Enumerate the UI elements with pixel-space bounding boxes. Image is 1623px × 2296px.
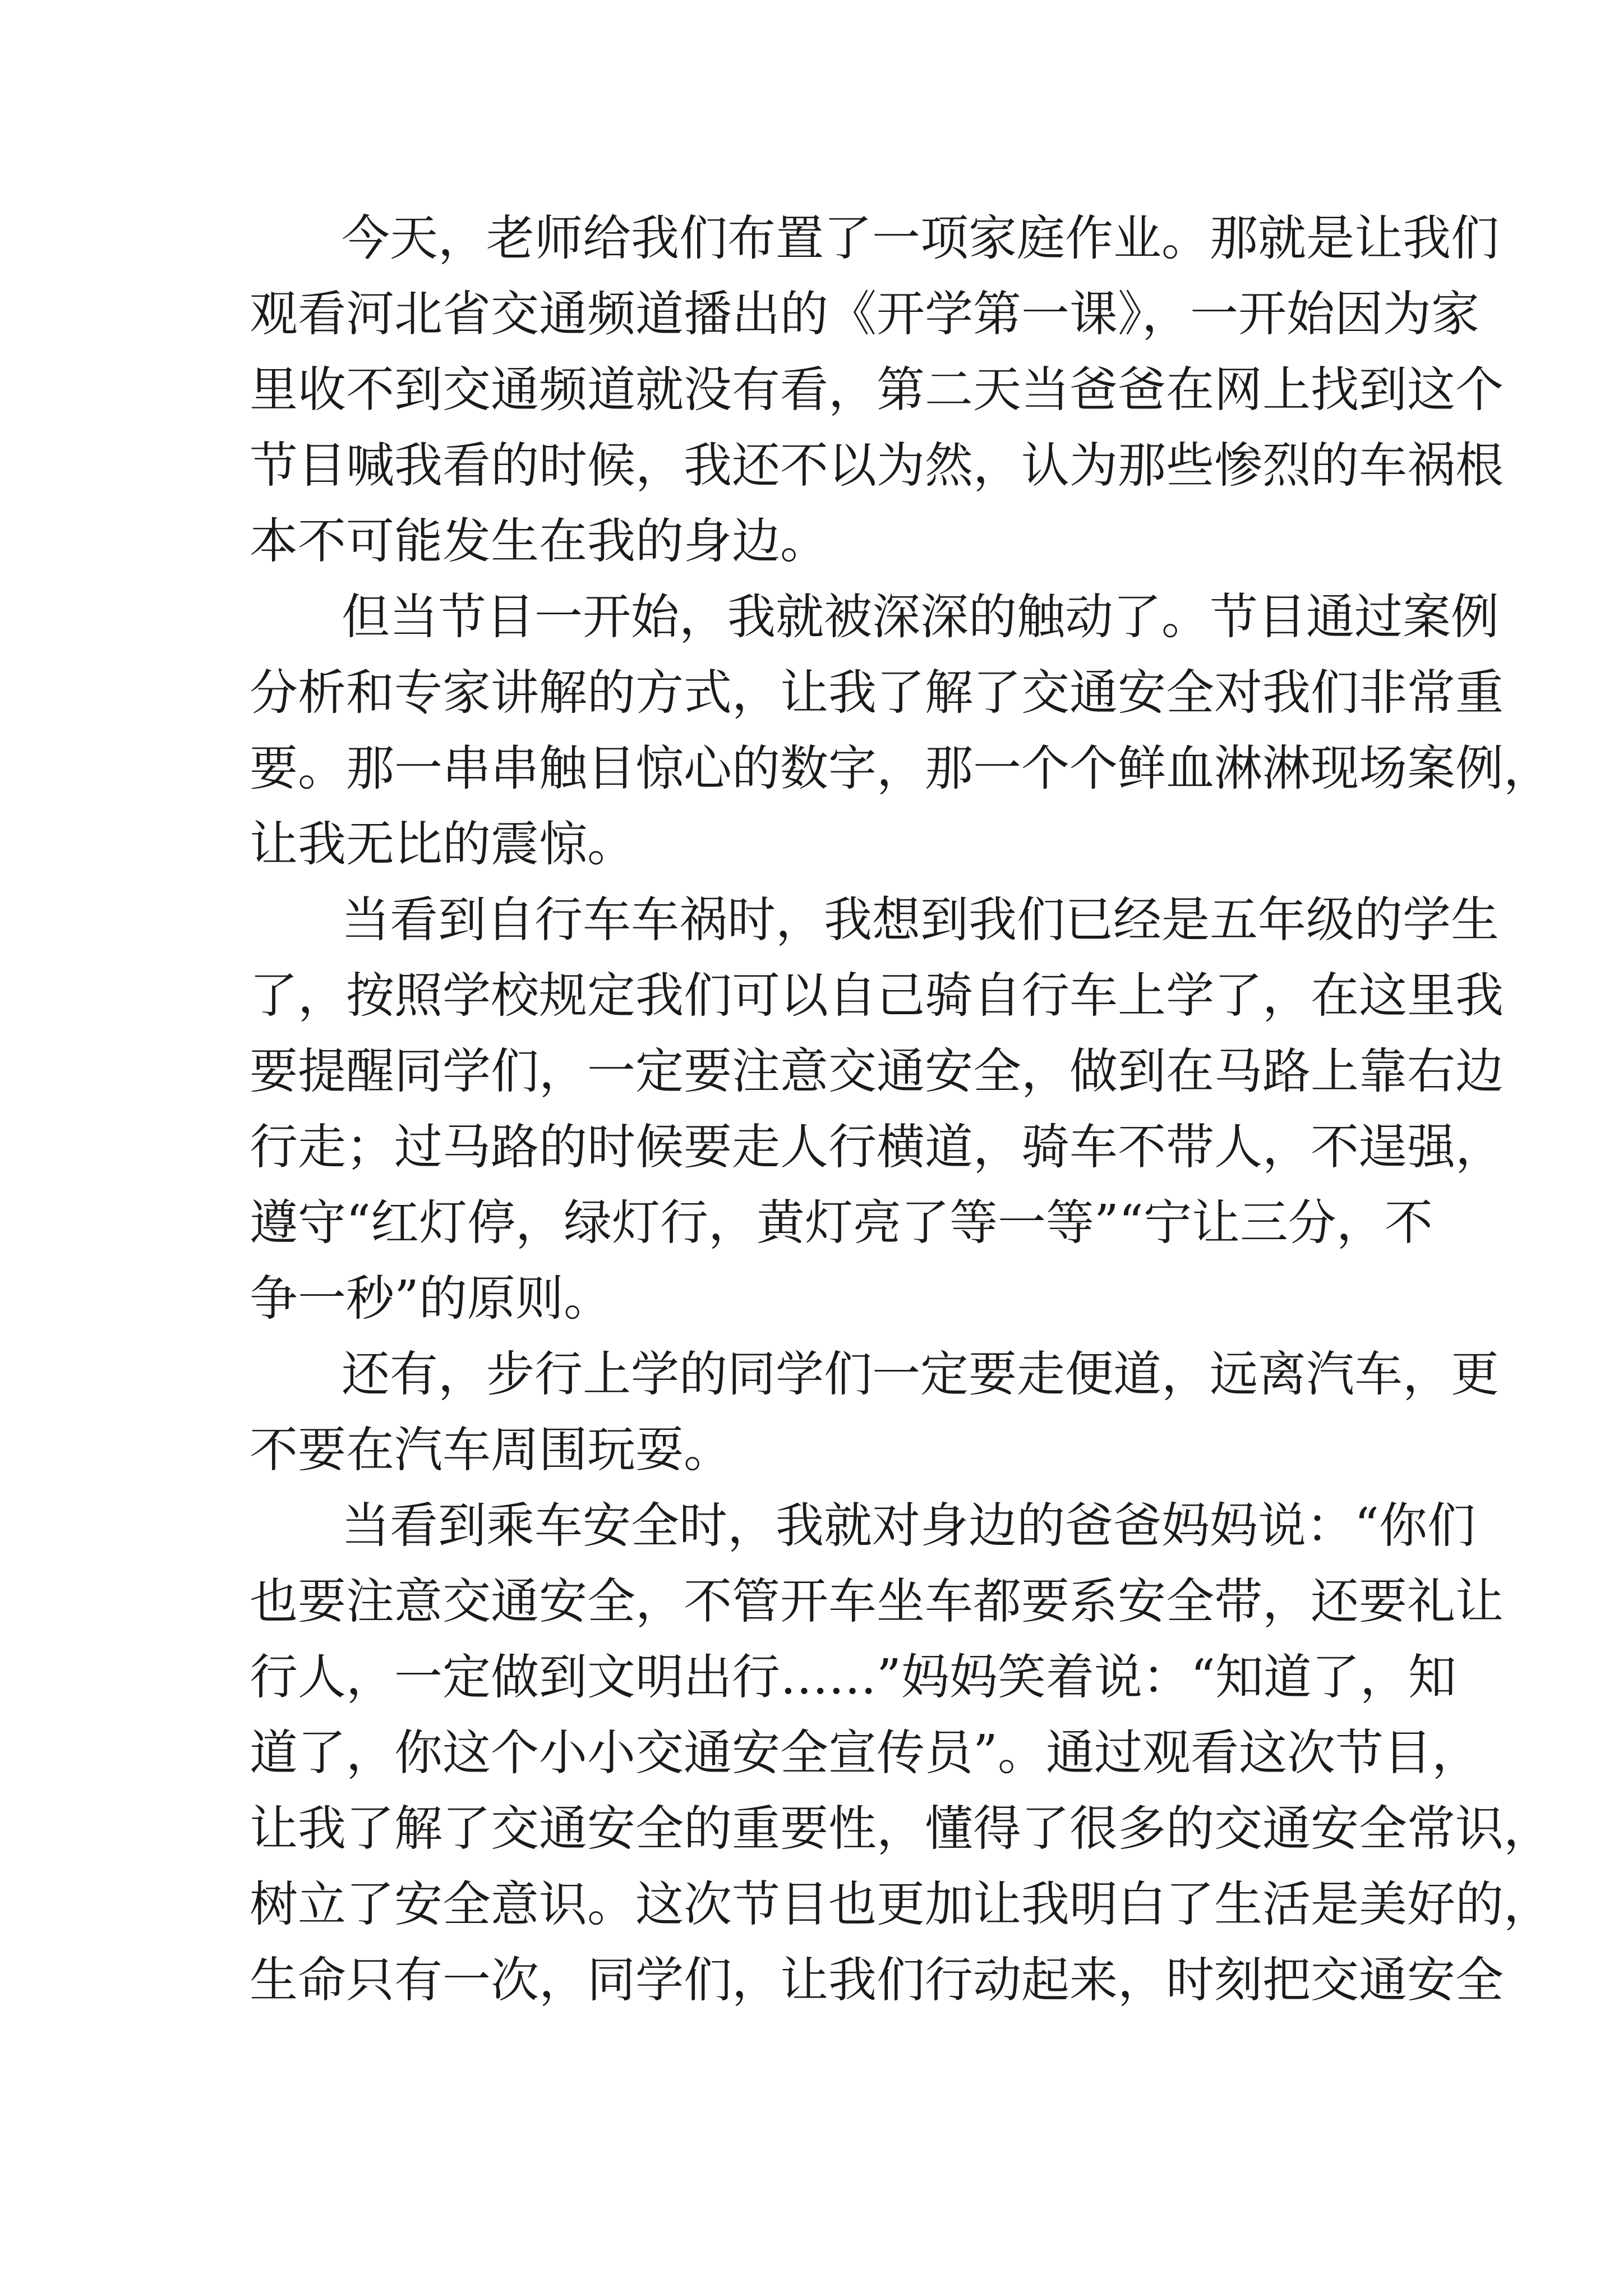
paragraph-3-line-5: 遵守“红灯停，绿灯行，黄灯亮了等一等”“宁让三分，不 <box>250 1195 1433 1251</box>
paragraph-5-line-7: 生命只有一次，同学们，让我们行动起来，时刻把交通安全 <box>250 1952 1504 2008</box>
paragraph-5-line-3: 行人，一定做到文明出行……”妈妈笑着说：“知道了，知 <box>250 1649 1456 1705</box>
paragraph-1-line-4: 节目喊我看的时候，我还不以为然，认为那些惨烈的车祸根 <box>250 438 1504 494</box>
paragraph-2-line-3: 要。那一串串触目惊心的数字，那一个个鲜血淋淋现场案例， <box>250 740 1552 797</box>
paragraph-1-line-3: 里收不到交通频道就没有看，第二天当爸爸在网上找到这个 <box>250 362 1504 418</box>
paragraph-3-line-4: 行走；过马路的时候要走人行横道，骑车不带人，不逞强， <box>250 1119 1504 1175</box>
paragraph-5-line-2: 也要注意交通安全，不管开车坐车都要系安全带，还要礼让 <box>250 1573 1504 1630</box>
paragraph-3-line-6: 争一秒”的原则。 <box>250 1271 612 1327</box>
paragraph-5-line-1: 当看到乘车安全时，我就对身边的爸爸妈妈说：“你们 <box>342 1498 1476 1554</box>
paragraph-2-line-2: 分析和专家讲解的方式，让我了解了交通安全对我们非常重 <box>250 665 1504 721</box>
paragraph-5-line-5: 让我了解了交通安全的重要性，懂得了很多的交通安全常识， <box>250 1801 1552 1857</box>
paragraph-1-line-2: 观看河北省交通频道播出的《开学第一课》，一开始因为家 <box>250 286 1479 342</box>
paragraph-2-line-4: 让我无比的震惊。 <box>250 816 635 872</box>
paragraph-4-line-2: 不要在汽车周围玩耍。 <box>250 1422 732 1478</box>
paragraph-2-line-1: 但当节目一开始，我就被深深的触动了。节目通过案例 <box>342 589 1499 645</box>
paragraph-3-line-1: 当看到自行车车祸时，我想到我们已经是五年级的学生 <box>342 892 1499 948</box>
paragraph-5-line-6: 树立了安全意识。这次节目也更加让我明白了生活是美好的， <box>250 1876 1552 1932</box>
paragraph-1-line-1: 今天，老师给我们布置了一项家庭作业。那就是让我们 <box>342 210 1499 266</box>
paragraph-4-line-1: 还有，步行上学的同学们一定要走便道，远离汽车，更 <box>342 1346 1499 1402</box>
paragraph-5-line-4: 道了，你这个小小交通安全宣传员”。通过观看这次节目， <box>250 1725 1480 1781</box>
paragraph-1-line-5: 本不可能发生在我的身边。 <box>250 513 828 569</box>
paragraph-3-line-2: 了，按照学校规定我们可以自己骑自行车上学了，在这里我 <box>250 968 1504 1024</box>
paragraph-3-line-3: 要提醒同学们，一定要注意交通安全，做到在马路上靠右边 <box>250 1043 1504 1099</box>
